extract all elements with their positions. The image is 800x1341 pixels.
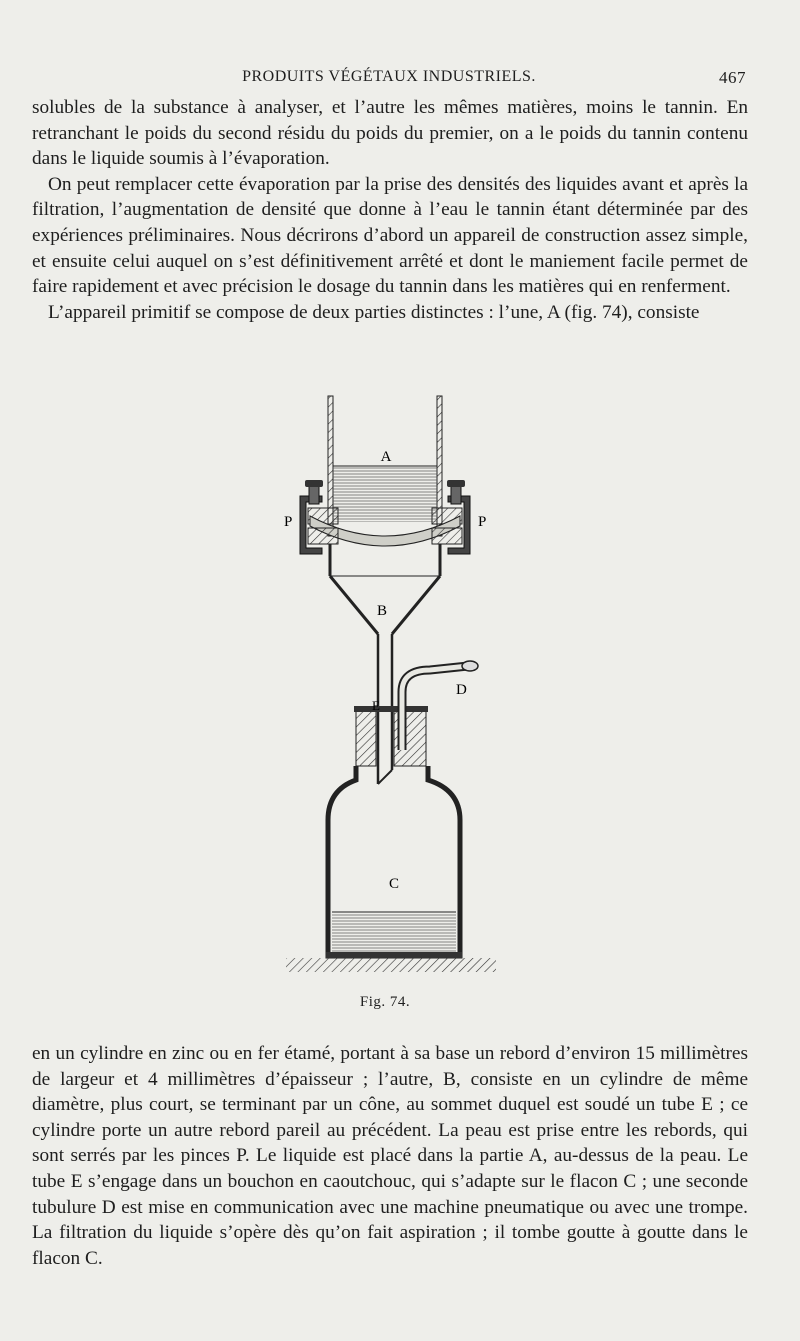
label-a: A	[380, 449, 392, 465]
label-p-left: P	[284, 514, 293, 530]
paragraph: On peut remplacer cette évaporation par la prise des densités des liquides avant et après la filtration, l’augmentation de densité que donne à l’eau le tannin étant déterminée par des expériences préliminaires. Nous décrirons d’abord un appareil de construction assez simple, et ensuite celui auquel on s’est définitivement arrêté et dont le maniement facile permet de faire rapidement et avec précision le dosage du tannin dans les matières qui en renferment.	[32, 173, 748, 298]
cylinder-a	[328, 396, 442, 536]
label-e: E	[372, 698, 380, 713]
body-text-bottom	[32, 1041, 748, 1271]
figure-74	[270, 380, 510, 990]
label-c: C	[388, 876, 400, 892]
label-d: D	[456, 682, 467, 698]
running-title: PRODUITS VÉGÉTAUX INDUSTRIELS.	[242, 68, 536, 85]
funnel-b	[330, 544, 440, 634]
flask-c	[326, 766, 462, 958]
figure-caption: Fig. 74.	[359, 994, 411, 1010]
body-text-top	[32, 95, 748, 325]
label-p-right: P	[478, 514, 487, 530]
running-header	[32, 64, 746, 90]
label-b: B	[376, 603, 388, 619]
apparatus-illustration	[270, 380, 510, 990]
page-number: 467	[719, 68, 746, 87]
paragraph: solubles de la substance à analyser, et l’autre les mêmes matières, moins le tannin. En retranchant le poids du second résidu du poids du premier, on a le poids du tannin contenu dans le liquide soumis à l’évaporation.	[32, 97, 748, 170]
paragraph: en un cylindre en zinc ou en fer étamé, portant à sa base un rebord d’environ 15 millimètres de largeur et 4 millimètres d’épaisseur ; l’autre, B, consiste en un cylindre de même diamètre, plus court, se terminant par un cône, au sommet duquel est soudé un tube E ; ce cylindre porte un autre rebord pareil au précédent. La peau est prise entre les rebords, qui sont serrés par les pinces P. Le liquide est placé dans la partie A, au-dessus de la peau. Le tube E s’engage dans un bouchon en caoutchouc, qui s’adapte sur le flacon C ; une seconde tubulure D est mise en communication avec une machine pneumatique ou avec une trompe. La filtration du liquide s’opère dès qu’on fait aspiration ; il tombe goutte à goutte dans le flacon C.	[32, 1043, 748, 1269]
paragraph: L’appareil primitif se compose de deux parties distinctes : l’une, A (fig. 74), consiste	[48, 301, 700, 323]
ground-hatching	[286, 958, 496, 972]
